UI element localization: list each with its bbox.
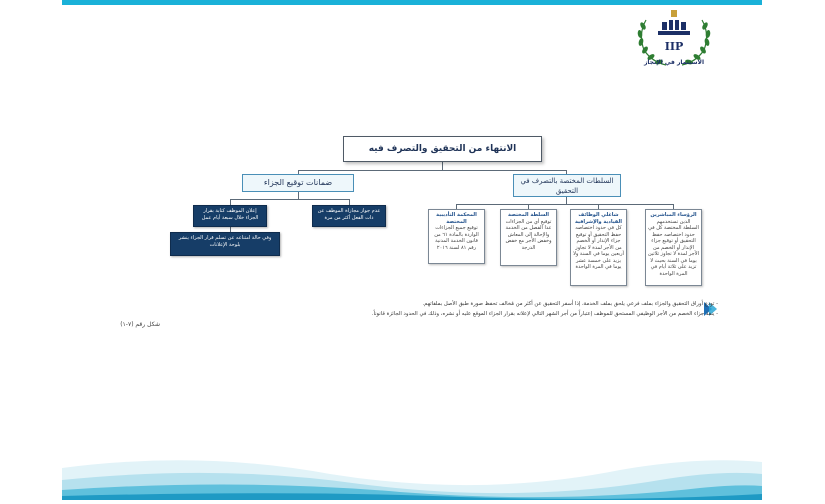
diagram-root-node: الانتهاء من التحقيق والتصرف فيه: [343, 136, 542, 162]
authority-text: كل في حدود اختصاصه حفظ التحقيق أو توقيع جزاء الإنذار أو الخصم من الأجر لمدة لا تجاوز أربعين يوما في السنة ولا يزيد على خمسة عشر يوما في المرة الواحدة: [573, 225, 624, 270]
authority-title: الرؤساء المباشرين: [650, 212, 697, 218]
guarantee-written-notice: إعلان الموظف كتابة بقرار الجزاء خلال سبعة أيام عمل: [193, 205, 267, 227]
footnote-line: - ينفذ جزاء الخصم من الأجر الوظيفي المستحق للموظف إعتباراً من أجر الشهر التالي لإعلانه بقرار الجزاء الموقع عليه أو نشره، وذلك في الحدود الجائزة قانوناً.: [371, 311, 718, 317]
authority-competent: [500, 209, 557, 266]
authority-direct-supervisors: [645, 209, 702, 286]
authority-title: شاغلي الوظائف القيادية والإشرافية: [575, 212, 622, 225]
authority-text: الذين تستخدمهم السلطة المختصة كل في حدود اختصاصه حفظ التحقيق أو توقيع جزاء الإنذار أو الخصم من الأجر لمدة لا تجاوز ثلاثين يوما في السنة بحيث لا تزيد على ثلاثة أيام في المرة الواحدة: [647, 218, 699, 277]
connector-line: [230, 199, 350, 200]
connector-line: [566, 197, 567, 204]
authority-disciplinary-court: [428, 209, 485, 264]
guarantee-no-double-penalty: عدم جواز مجازاة الموظف عن ذات الفعل أكثر من مرة: [312, 205, 386, 227]
guarantees-branch-node: ضمانات توقيع الجزاء: [242, 174, 354, 192]
footnotes: [100, 299, 718, 319]
institute-logo: [634, 8, 714, 70]
authority-title: السلطة المختصة: [508, 212, 549, 218]
connector-line: [298, 192, 299, 199]
authority-leadership-positions: [570, 209, 627, 286]
logo-letters: IIP: [664, 40, 684, 53]
top-accent-bar: [62, 0, 762, 5]
bottom-wave-decoration: [0, 440, 825, 500]
connector-line: [456, 204, 674, 205]
figure-caption: شكل رقم (٧-١): [120, 321, 160, 328]
footnote-line: - تودع أوراق التحقيق والجزاء بملف فرعي يلحق بملف الخدمة، إذا أسفر التحقيق عن أكثر من مُخالف تحفظ صورة طبق الأصل بملفاتهم.: [422, 301, 718, 307]
logo-tagline: الاستثمار في الإنجاز: [643, 59, 705, 66]
connector-line: [298, 170, 567, 171]
guarantee-notice-board: وفي حالة امتناعه عن تسلم قرار الجزاء ينشر بلوحة الإعلانات: [170, 232, 280, 256]
authority-text: توقيع أي من الجزاءات عدا الفصل من الخدمة والإحالة إلى المعاش وخفض الأجر مع خفض الدرجة: [505, 218, 552, 251]
authority-text: توقيع جميع الجزاءات الواردة بالمادة ٦١ من قانون الخدمة المدنية رقم ٨١ لسنة ٢٠١٦: [434, 225, 479, 251]
authority-title: المحكمة التأديبية المختصة: [436, 212, 477, 225]
authorities-branch-node: السلطات المختصة بالتصرف في التحقيق: [513, 174, 621, 197]
connector-line: [442, 162, 443, 170]
